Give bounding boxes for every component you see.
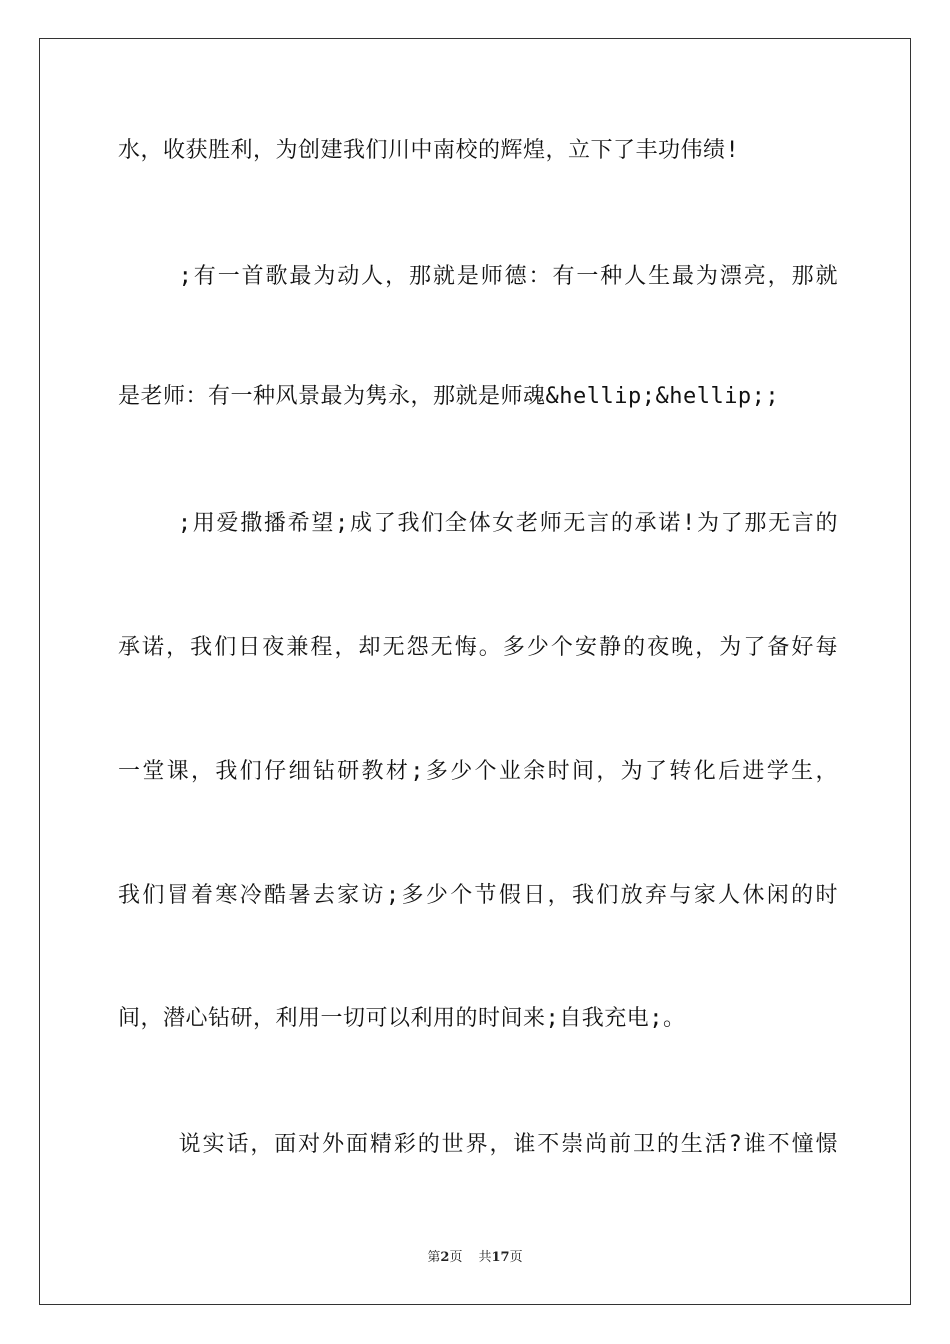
footer-page-prefix: 第 — [427, 1250, 441, 1265]
footer-page-suffix: 页 — [449, 1250, 463, 1265]
body-text-line-7: 我们冒着寒冷酷暑去家访;多少个节假日，我们放弃与家人休闲的时 — [118, 883, 838, 908]
body-text-line-4: ;用爱撒播希望;成了我们全体女老师无言的承诺!为了那无言的 — [118, 511, 838, 536]
footer-total-number: 17 — [491, 1250, 510, 1265]
body-text-line-8: 间，潜心钻研，利用一切可以利用的时间来;自我充电;。 — [118, 1006, 686, 1031]
body-text-line-2: ;有一首歌最为动人，那就是师德：有一种人生最为漂亮，那就 — [118, 264, 838, 289]
body-text-line-5: 承诺，我们日夜兼程，却无怨无悔。多少个安静的夜晚，为了备好每 — [118, 635, 838, 660]
footer-total-suffix: 页 — [509, 1250, 523, 1265]
footer-total-prefix: 共 — [478, 1250, 492, 1265]
footer-page-number: 2 — [440, 1250, 450, 1265]
page-border — [39, 38, 911, 1305]
body-text-line-1: 水，收获胜利，为创建我们川中南校的辉煌，立下了丰功伟绩! — [118, 138, 740, 163]
body-text-line-3: 是老师：有一种风景最为隽永，那就是师魂&hellip;&hellip;; — [118, 384, 780, 409]
body-text-line-9: 说实话，面对外面精彩的世界，谁不崇尚前卫的生活?谁不憧憬 — [118, 1132, 838, 1157]
body-text-line-6: 一堂课，我们仔细钻研教材;多少个业余时间，为了转化后进学生， — [118, 759, 838, 784]
page-footer — [0, 1246, 950, 1265]
